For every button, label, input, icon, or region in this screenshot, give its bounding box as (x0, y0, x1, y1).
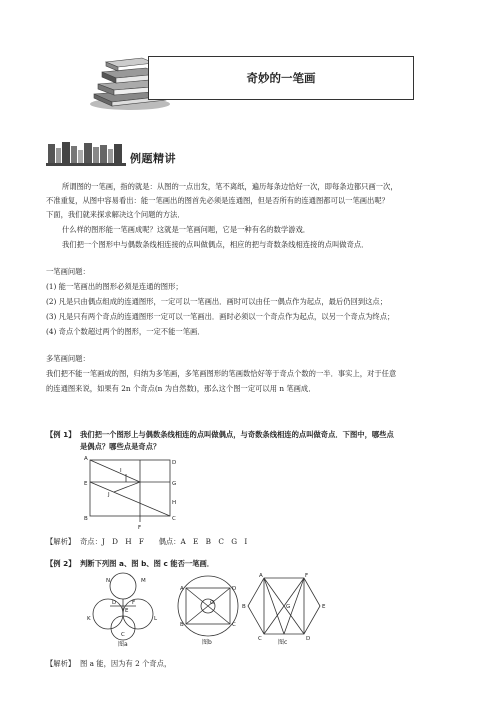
ex2-question: 判断下列图 a、图 b、图 c 能否一笔画． (80, 559, 215, 568)
fig-b-label-d: D (232, 586, 237, 592)
intro-line-1: 所谓图的一笔画，指的就是：从图的一点出发，笔不离纸，遍历每条边恰好一次，即每条边都只画一次， (62, 182, 398, 191)
fig-a-label-n: N (106, 578, 111, 584)
intro-para-2: 什么样的图形能一笔画成呢？这就是一笔画问题，它是一种有名的数学游戏． (62, 225, 311, 234)
fig-c-label-g: G (286, 604, 291, 610)
ex2-figure-b (172, 568, 248, 648)
one-stroke-item-4: (4) 奇点个数超过两个的图形，一定不能一笔画． (46, 327, 205, 336)
ex1-label-e: E (84, 481, 88, 487)
intro-para-3: 我们把一个图形中与偶数条线相连接的点叫做偶点，相应的把与奇数条线相连接的点叫做奇点． (62, 240, 369, 249)
fig-b-caption: 图b (202, 639, 212, 646)
fig-c-label-a: A (259, 573, 263, 579)
ex1-question-line-2: 是偶点？哪些点是奇点？ (80, 442, 161, 451)
fig-a-label-f: F (132, 600, 136, 606)
fig-a-label-d: D (112, 600, 117, 606)
fig-a-caption: 图a (118, 641, 128, 648)
multi-stroke-line-2: 的连通图来说，如果有 2n 个奇点(n 为自然数)，那么这个图一定可以用 n 笔画成． (46, 384, 316, 393)
one-stroke-item-3: (3) 凡是只有两个奇点的连通图形一定可以一笔画出．画时必须以一个奇点作为起点，以另一个奇点为终点； (46, 312, 395, 321)
fig-c-label-d: D (306, 636, 311, 642)
ex2-figure-a (84, 568, 162, 648)
ex2-tag: 【例 2】 (46, 559, 76, 568)
ex2-figure-c (242, 572, 328, 646)
fig-c-label-c: C (258, 636, 262, 642)
fig-a-label-k: K (87, 616, 91, 622)
one-stroke-item-2: (2) 凡是只由偶点组成的连通图形，一定可以一笔画出．画时可以由任一偶点作为起点，最后仍回到这点； (46, 297, 388, 306)
ex1-label-d: D (172, 460, 177, 466)
ex1-answer: 奇点：J D H F 偶点：A E B C G I (80, 537, 248, 546)
ex2-answer: 图 a 能，因为有 2 个奇点， (80, 659, 172, 668)
ex1-label-c: C (172, 516, 176, 522)
multi-stroke-heading: 多笔画问题： (46, 354, 90, 363)
multi-stroke-line-1: 我们把不能一笔画成的图，归纳为多笔画，多笔画图形的笔画数恰好等于奇点个数的一半．事实上，对于任意 (46, 369, 397, 378)
intro-line-2: 不准重复，从图中容易看出：能一笔画出的图首先必须是连通图，但是否所有的连通图都可以一笔画出呢？ (46, 196, 389, 205)
one-stroke-heading: 一笔画问题： (46, 267, 90, 276)
fig-b-label-c: C (232, 622, 236, 628)
ex1-figure (84, 452, 188, 530)
ex1-label-g: G (172, 481, 177, 487)
ex1-label-f: F (138, 525, 142, 530)
ex1-label-i: I (120, 468, 122, 474)
ex2-answer-tag: 【解析】 (46, 659, 76, 668)
ex1-tag: 【例 1】 (46, 430, 76, 439)
ex1-label-h: H (172, 500, 177, 506)
fig-c-label-f: F (305, 573, 309, 579)
bookshelf-icon (46, 140, 126, 166)
fig-c-caption: 图c (278, 639, 288, 646)
fig-c-label-e: E (322, 604, 326, 610)
fig-a-label-l: L (154, 616, 158, 622)
title-box (148, 56, 414, 100)
fig-a-label-e: E (125, 608, 129, 614)
fig-b-label-b: B (180, 622, 184, 628)
fig-b-label-a: A (180, 586, 184, 592)
fig-b-label-o: O (210, 600, 215, 606)
ex1-question-line-1: 我们把一个图形上与偶数条线相连的点叫做偶点，与奇数条线相连的点叫做奇点．下图中，哪些点 (80, 430, 394, 439)
page-title: 奇妙的一笔画 (246, 71, 316, 85)
ex1-label-a: A (84, 456, 88, 462)
fig-c-label-b: B (242, 604, 246, 610)
intro-line-3: 下面，我们就来探求解决这个问题的方法． (46, 210, 185, 219)
fig-a-label-m: M (141, 578, 146, 584)
one-stroke-item-1: (1) 能一笔画出的图形必须是连通的图形； (46, 282, 183, 291)
ex1-answer-tag: 【解析】 (46, 537, 76, 546)
ex1-label-j: J (108, 492, 110, 498)
fig-a-label-c: C (121, 632, 125, 638)
ex1-label-b: B (84, 516, 88, 522)
section-heading: 例题精讲 (130, 152, 176, 165)
